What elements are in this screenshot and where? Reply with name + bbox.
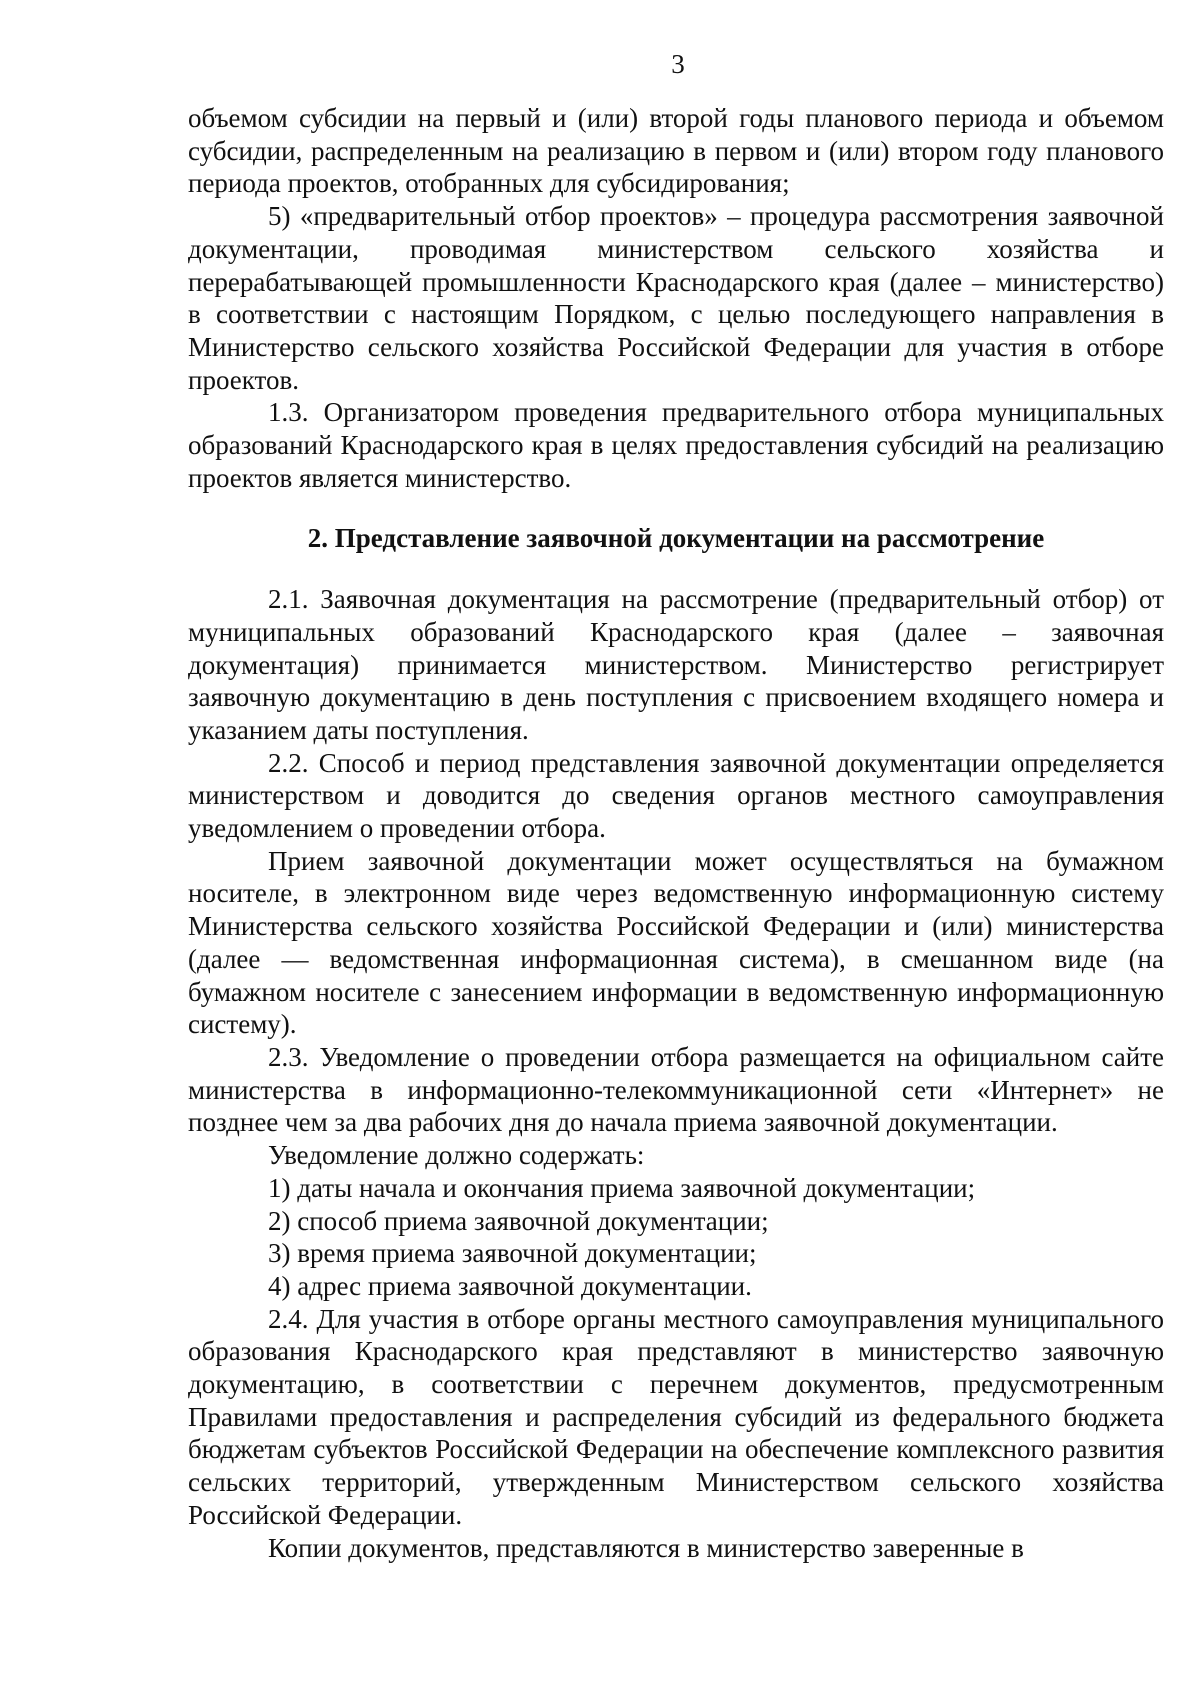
page-number: 3 bbox=[671, 49, 685, 79]
document-body bbox=[188, 102, 1164, 1564]
list-item-3: 3) время приема заявочной документации; bbox=[268, 1238, 757, 1269]
list-item-1: 1) даты начала и окончания приема заявочной документации; bbox=[268, 1172, 976, 1203]
paragraph-notice-contents: Уведомление должно содержать: bbox=[268, 1140, 645, 1171]
section-heading: 2. Представление заявочной документации на рассмотрение bbox=[307, 523, 1045, 554]
paragraph-2-3: 2.3. Уведомление о проведении отбора размещается на официальном сайте министерства в информационно-телекоммуникационной сети «Интернет» не позднее чем за два рабочих дня до начала приема заявочной документации. bbox=[188, 1041, 1164, 1138]
paragraph-1-3: 1.3. Организатором проведения предварительного отбора муниципальных образований Краснодарского края в целях предоставления субсидий на реализацию проектов является министерство. bbox=[188, 397, 1164, 493]
paragraph-2-1: 2.1. Заявочная документация на рассмотрение (предварительный отбор) от муниципальных образований Краснодарского края (далее – заявочная документация) принимается министерством. Министерство регистрирует заявочную документацию в день поступления с присвоением входящего номера и указанием даты поступления. bbox=[188, 584, 1164, 745]
list-item-2: 2) способ приема заявочной документации; bbox=[268, 1205, 769, 1236]
paragraph-2-2: 2.2. Способ и период представления заявочной документации определяется министерством и доводится до сведения органов местного самоуправления уведомлением о проведении отбора. bbox=[188, 747, 1164, 844]
paragraph-item-5: 5) «предварительный отбор проектов» – процедура рассмотрения заявочной документации, проводимая министерством сельского хозяйства и перерабатывающей промышленности Краснодарского края (далее – министерство) в соответствии с настоящим Порядком, с целью последующего направления в Министерство сельского хозяйства Российской Федерации для участия в отборе проектов. bbox=[188, 201, 1164, 395]
paragraph-reception: Прием заявочной документации может осуществляться на бумажном носителе, в электронном виде через ведомственную информационную систему Министерства сельского хозяйства Российской Федерации и (или) министерства (далее — ведомственная информационная система), в смешанном виде (на бумажном носителе с занесением информации в ведомственную информационную систему). bbox=[188, 845, 1164, 1040]
list-item-4: 4) адрес приема заявочной документации. bbox=[268, 1270, 752, 1301]
paragraph-copies: Копии документов, представляются в министерство заверенные в bbox=[268, 1532, 1024, 1563]
paragraph-2-4: 2.4. Для участия в отборе органы местного самоуправления муниципального образования Краснодарского края представляют в министерство заявочную документацию, в соответствии с перечнем документов, предусмотренным Правилами предоставления и распределения субсидий из федерального бюджета бюджетам субъектов Российской Федерации на обеспечение комплексного развития сельских территорий, утвержденным Министерством сельского хозяйства Российской Федерации. bbox=[188, 1303, 1164, 1530]
paragraph-continued: объемом субсидии на первый и (или) второй годы планового периода и объемом субсидии, распределенным на реализацию в первом и (или) втором году планового периода проектов, отобранных для субсидирования; bbox=[188, 103, 1164, 199]
